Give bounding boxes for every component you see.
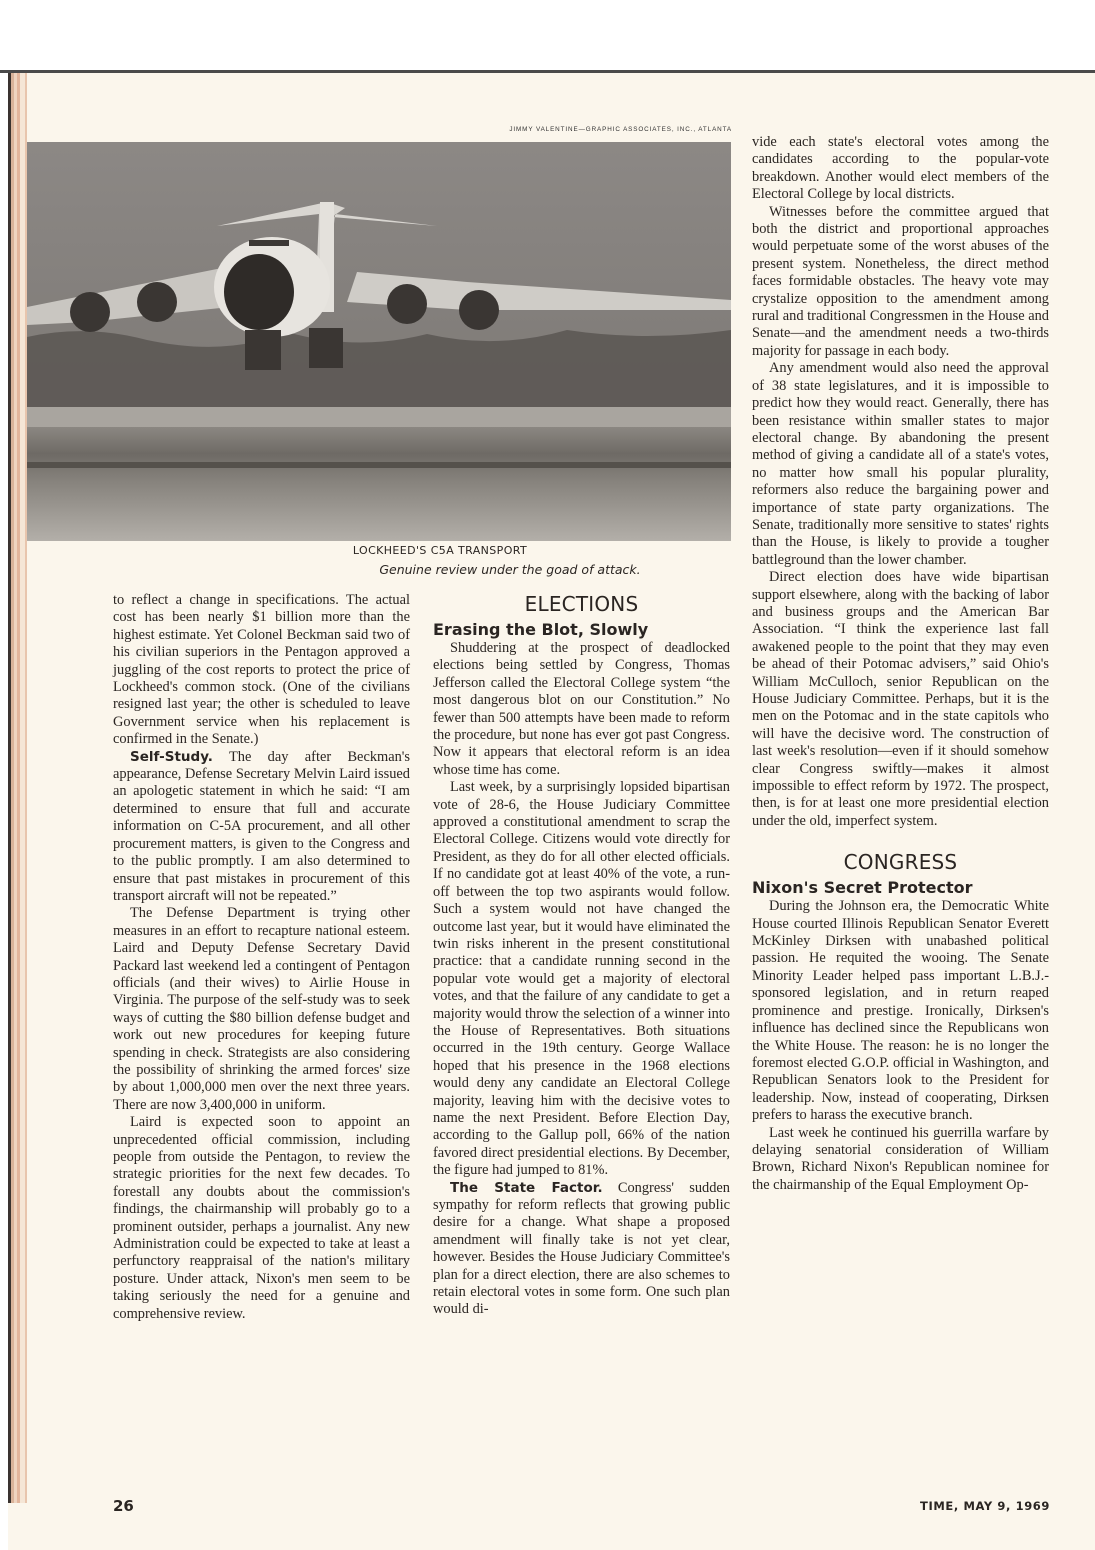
article-paragraph: to reflect a change in specifications. The actual cost has been nearly $1 billion more than the highest estimate. Yet Colonel Beckman said two of his civilian superiors in the Pentagon approved a juggling of the cost reports to protect the price of Lockheed's common stock. (One of the civilians resigned last year; the other is scheduled to leave Government service when his replacement is confirmed in the Senate.)	[113, 592, 410, 748]
congress-article	[752, 850, 1049, 1194]
photo-credit: JIMMY VALENTINE—GRAPHIC ASSOCIATES, INC., ATLANTA	[509, 126, 732, 133]
section-heading-elections: ELECTIONS	[524, 592, 639, 616]
article-paragraph: The Defense Department is trying other measures in an effort to recapture national esteem. Laird and Deputy Defense Secretary David Packard last weekend led a contingent of Pentagon officials (and their wives) to Airlie House in Virginia. The purpose of the self-study was to seek ways of cutting the $80 billion defense budget and work out new procedures for keeping future spending in check. Strategists are also considering the possibility of shrinking the armed forces' size by about 1,000,000 men over the next three years. There are now 3,400,000 in uniform.	[113, 905, 410, 1113]
article-headline-congress: Nixon's Secret Protector	[752, 878, 973, 898]
photo-caption-subtitle: Genuine review under the goad of attack.	[379, 562, 641, 577]
right-column	[752, 134, 1049, 1194]
paragraph-text: The day after Beckman's appearance, Defense Secretary Melvin Laird issued an apologetic statement in which he said: “I am determined to ensure that full and accurate information on C-5A procurement, and all other procurement matters, is given to the Congress and to the public promptly. I am also determined to ensure that past mistakes in procurement of this transport aircraft will not be repeated.”	[113, 748, 410, 904]
left-column	[113, 592, 410, 1323]
aircraft-photo	[27, 142, 731, 541]
paragraph-text: Congress' sudden sympathy for reform reflects that growing public desire for a change. What shape a proposed amendment will finally take is not yet clear, however. Besides the House Judiciary Committee's plan for a direct election, there are also schemes to retain electoral votes in some form. One such plan would di-	[433, 1179, 730, 1318]
article-paragraph: Laird is expected soon to appoint an unprecedented official commission, including people from outside the Pentagon, to review the strategic priorities for the next few decades. To forestall any doubts about the commission's findings, the chairmanship will probably go to a prominent outsider, perhaps a journalist. Any new Administration could be expected to take at least a perfunctory reappraisal of the nation's military posture. Under attack, Nixon's men seem to be taking seriously the need for a genuine and comprehensive review.	[113, 1114, 410, 1322]
article-headline-elections: Erasing the Blot, Slowly	[433, 620, 649, 639]
article-paragraph: During the Johnson era, the Democratic White House courted Illinois Republican Senator Everett McKinley Dirksen with unabashed political passion. He requited the wooing. The Senate Minority Leader helped pass important L.B.J.-sponsored legislation, and in return reaped prominence and prestige. Ironically, Dirksen's influence has declined since the Republicans won the White House. The reason: he is no longer the foremost elected G.O.P. official in Washington, and Republican Senators look to the President for leadership. Now, instead of cooperating, Dirksen prefers to harass the executive branch.	[752, 898, 1049, 1124]
article-paragraph: Any amendment would also need the approval of 38 state legislatures, and it is impossible to predict how they would react. Generally, there has been resistance within smaller states to major electoral change. By abandoning the present method of giving a candidate all of a state's votes, no matter how small his popular plurality, reformers also reduce the bargaining power and importance of state party organizations. The Senate, traditionally more sensitive to states' rights than the House, is likely to provide a tougher battleground than the lower chamber.	[752, 360, 1049, 568]
photo-caption-title: LOCKHEED'S C5A TRANSPORT	[352, 544, 528, 557]
article-paragraph: Direct election does have wide bipartisan support elsewhere, along with the backing of labor and business groups and the American Bar Association. “I think the experience last fall awakened people to the point that they may even be ahead of their Potomac advisers,” said Ohio's William McCulloch, senior Republican on the House Judiciary Committee. Perhaps, but it is the men on the Potomac and in the state capitols who will have the decisive word. The construction of last week's resolution—even if it should somehow clear Congress swiftly—makes it almost impossible to effect reform by 1972. The prospect, then, is for at least one more presidential election under the old, imperfect system.	[752, 569, 1049, 829]
section-heading-congress: CONGRESS	[843, 850, 958, 875]
article-paragraph: Shuddering at the prospect of deadlocked elections being settled by Congress, Thomas Jefferson called the Electoral College system “the most dangerous blot on our Constitution.” No fewer than 500 attempts have been made to reform the procedure, but none has ever got past Congress. Now it appears that electoral reform is an idea whose time has come.	[433, 640, 730, 778]
middle-column	[433, 592, 730, 1319]
issue-date: TIME, MAY 9, 1969	[920, 1499, 1050, 1513]
runin-subhead-self-study: Self-Study.	[130, 748, 213, 765]
runin-subhead-state-factor: The State Factor.	[450, 1179, 603, 1196]
article-paragraph: Last week he continued his guerrilla warfare by delaying senatorial consideration of William Brown, Richard Nixon's Republican nominee for the chairmanship of the Equal Employment Op-	[752, 1124, 1049, 1193]
article-paragraph: vide each state's electoral votes among the candidates according to the popular-vote breakdown. Another would elect members of the Electoral College by local districts.	[752, 134, 1049, 203]
page-number: 26	[113, 1497, 134, 1515]
article-paragraph: Witnesses before the committee argued that both the district and proportional approaches would perpetuate some of the worst abuses of the present system. Nonetheless, the direct method faces formidable obstacles. The heavy vote may crystalize opposition to the amendment among rural and traditional Congressmen in the House and Senate—and the amendment needs a two-thirds majority for passage in each body.	[752, 203, 1049, 359]
scan-margin-top	[0, 0, 1095, 72]
article-paragraph	[113, 749, 410, 906]
c5a-aircraft-image-icon	[27, 142, 731, 541]
article-paragraph: Last week, by a surprisingly lopsided bipartisan vote of 28-6, the House Judiciary Committee approved a constitutional amendment to scrap the Electoral College. Citizens would vote directly for President, as they do for all other elected officials. If no candidate got at least 40% of the vote, a run-off between the top two aspirants would follow. Such a system would not have changed the outcome last year, but it would have eliminated the twin risks inherent in the present constitutional practice: that a candidate running second in the popular vote would get a majority of electoral votes, and that the failure of any candidate to get a majority would throw the selection of a winner into the House of Representatives. Both situations occurred in the 19th century. George Wallace hoped that his presence in the 1968 elections would deny any candidate an Electoral College majority, leaving him with the decisive votes to name the next President. Before Election Day, according to the Gallup poll, 66% of the nation favored direct presidential elections. By December, the figure had jumped to 81%.	[433, 779, 730, 1179]
article-paragraph	[433, 1180, 730, 1319]
